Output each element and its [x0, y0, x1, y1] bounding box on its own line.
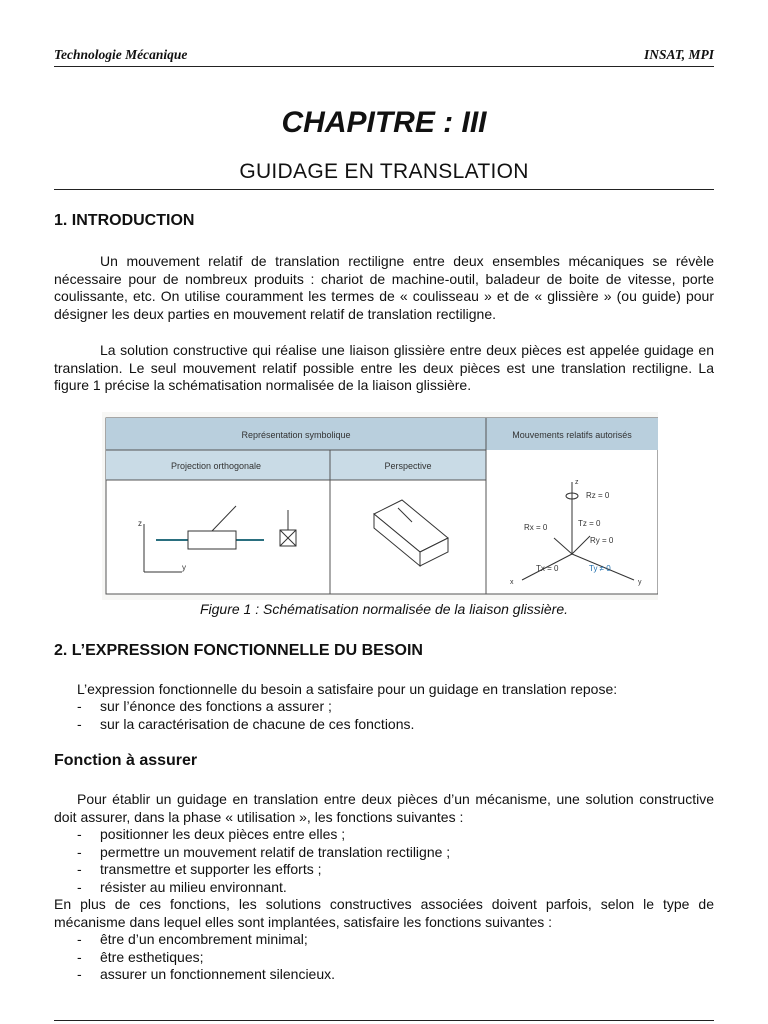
motion-axis-x-label: x — [510, 579, 514, 586]
header-motions-label: Mouvements relatifs autorisés — [512, 430, 632, 440]
fonction-intro — [54, 791, 714, 826]
chapter-subtitle: GUIDAGE EN TRANSLATION — [239, 160, 529, 183]
header-course: Technologie Mécanique — [54, 47, 188, 62]
intro-paragraph-1-text: Un mouvement relatif de translation rectiligne entre deux ensembles mécaniques se révèle nécessaire pour de nombreux produits : chariot de machine-outil, baladeur de boite de vitesse, porte coulissante, etc. On utilise couramment les termes de « coulisseau » et de « glissière » (ou guide) pour désigner les deux parties en mouvement relatif de translation rectiligne. — [54, 253, 714, 322]
footer-divider — [54, 1020, 714, 1021]
list-item-text: permettre un mouvement relatif de translation rectiligne ; — [100, 843, 451, 860]
label-ry: Ry = 0 — [590, 536, 614, 545]
list-dash: - — [77, 843, 82, 860]
list-item-text: sur la caractérisation de chacune de ces fonctions. — [100, 715, 415, 732]
list-dash: - — [77, 948, 82, 965]
label-tx: Tx = 0 — [536, 564, 559, 573]
list-dash: - — [77, 826, 82, 842]
header-institution: INSAT, MPI — [643, 47, 714, 62]
fonction-intro-text: Pour établir un guidage en translation entre deux pièces d’un mécanisme, une solution constructive doit assurer, dans la phase « utilisation », les fonctions suivantes : — [54, 791, 714, 825]
list-item-text: être esthetiques; — [100, 948, 204, 965]
list-dash: - — [77, 715, 82, 732]
list-item — [54, 931, 714, 949]
intro-paragraph-1 — [54, 253, 714, 323]
list-item — [54, 949, 714, 967]
list-item — [54, 844, 714, 862]
expression-intro — [54, 681, 714, 699]
fonction-list-2 — [54, 931, 714, 984]
chapter-title: CHAPITRE : III — [281, 106, 487, 139]
column-perspective-label: Perspective — [384, 461, 432, 471]
fonction-paragraph-2: En plus de ces fonctions, les solutions constructives associées doivent parfois, selon le type de mécanisme dans lequel elles sont implantées, satisfaire les fonctions suivantes : — [54, 896, 714, 930]
slider-block — [188, 531, 236, 549]
label-rx: Rx = 0 — [524, 523, 548, 532]
figure-caption: Figure 1 : Schématisation normalisée de la liaison glissière. — [199, 601, 569, 617]
list-dash: - — [77, 698, 82, 714]
label-ty: Ty ≠ 0 — [589, 564, 611, 573]
list-dash: - — [77, 861, 82, 878]
header-symbolic-label: Représentation symbolique — [241, 430, 351, 440]
label-tz: Tz = 0 — [578, 519, 601, 528]
motion-axis-z-label: z — [575, 479, 579, 486]
list-dash: - — [77, 966, 82, 983]
projection-axis-z-label: z — [138, 519, 142, 528]
section-heading-expression: 2. L’EXPRESSION FONCTIONNELLE DU BESOIN — [54, 642, 423, 659]
list-dash: - — [77, 931, 82, 947]
motion-axis-y-label: y — [638, 579, 642, 586]
title-divider — [54, 189, 714, 190]
page-header — [54, 46, 714, 67]
list-item-text: positionner les deux pièces entre elles ; — [100, 826, 346, 842]
list-item — [54, 861, 714, 879]
list-dash: - — [77, 878, 82, 895]
intro-paragraph-2 — [54, 342, 714, 395]
intro-paragraph-2-text: La solution constructive qui réalise une liaison glissière entre deux pièces est appelée guidage en translation. Le seul mouvement relatif possible entre les deux pièces est une translation rectiligne. La figure 1 précise la schématisation normalisée de la liaison glissière. — [54, 342, 714, 394]
list-item-text: résister au milieu environnant. — [100, 878, 287, 895]
expression-list — [54, 698, 714, 733]
list-item-text: sur l’énonce des fonctions a assurer ; — [100, 698, 332, 714]
list-item — [54, 826, 714, 844]
list-item — [54, 716, 714, 734]
list-item — [54, 879, 714, 897]
section-heading-fonction: Fonction à assurer — [54, 752, 198, 769]
figure-liaison-glissiere — [102, 412, 658, 600]
list-item-text: assurer un fonctionnement silencieux. — [100, 966, 336, 983]
projection-axis-y-label: y — [182, 563, 186, 572]
list-item — [54, 698, 714, 716]
label-rz: Rz = 0 — [586, 491, 610, 500]
list-item — [54, 966, 714, 984]
list-item-text: être d’un encombrement minimal; — [100, 931, 308, 947]
expression-intro-text: L’expression fonctionnelle du besoin a satisfaire pour un guidage en translation repose: — [77, 681, 618, 697]
list-item-text: transmettre et supporter les efforts ; — [100, 861, 322, 878]
fonction-list-1 — [54, 826, 714, 896]
column-projection-label: Projection orthogonale — [170, 461, 262, 471]
section-heading-introduction: 1. INTRODUCTION — [54, 212, 195, 229]
